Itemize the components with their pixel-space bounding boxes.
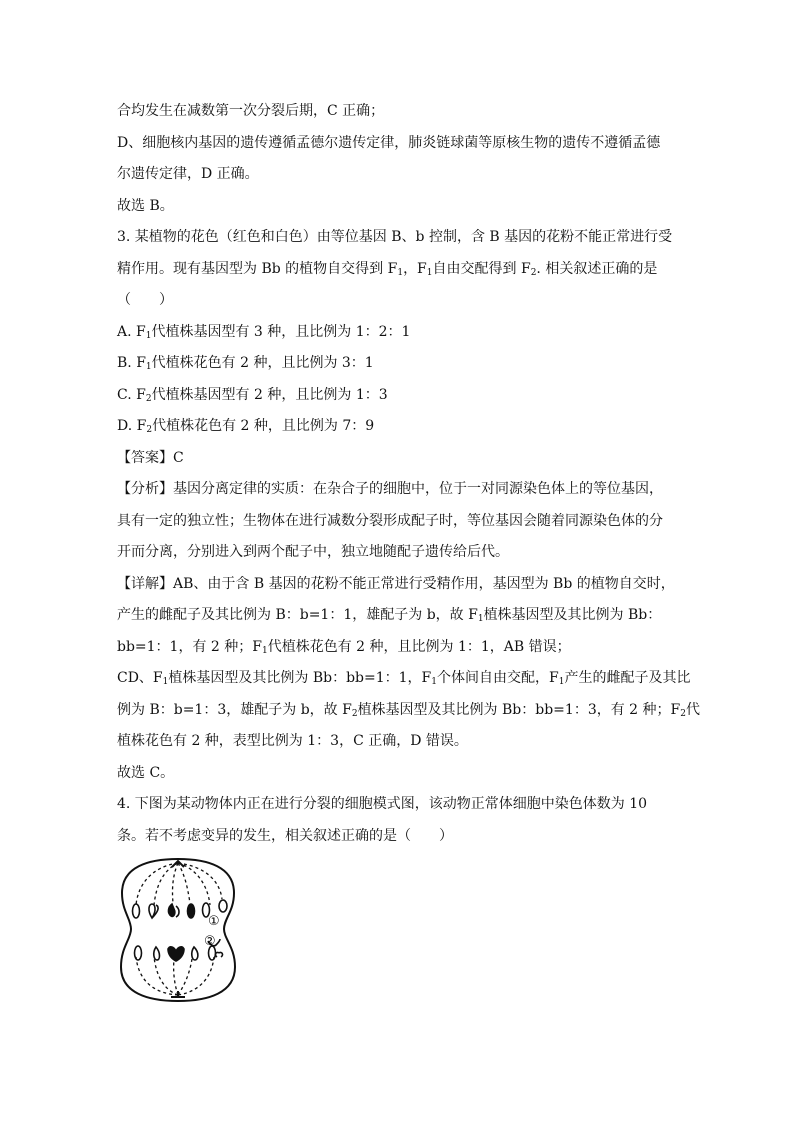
text-span: 开而分离，分别进入到两个配子中，独立地随配子遗传给后代。 [117, 544, 509, 560]
question-4-stem [117, 794, 647, 814]
text-span: 【分析】基因分离定律的实质：在杂合子的细胞中，位于一对同源染色体上的等位基因， [117, 481, 663, 497]
text-span: bb=1：1，有 2 种；F [117, 639, 262, 655]
subscript: 1 [477, 614, 484, 624]
answer-parentheses [117, 290, 173, 310]
text-span: 自由交配得到 F [432, 261, 531, 277]
subscript: 1 [558, 677, 565, 687]
analysis-line [117, 542, 509, 562]
answer-line [117, 448, 184, 468]
subscript: 2 [145, 394, 152, 404]
text-span: 4. 下图为某动物体内正在进行分裂的细胞模式图，该动物正常体细胞中染色体数为 10 [117, 796, 648, 812]
text-span: 植株基因型及其比例为 Bb：bb=1：3，有 2 种；F [357, 702, 681, 718]
detail-line [117, 637, 571, 657]
text-span: 代植株基因型有 3 种，且比例为 1：2：1 [151, 324, 411, 340]
text-span: CD、F [117, 670, 163, 686]
detail-line [117, 605, 661, 625]
subscript: 1 [262, 646, 268, 656]
option-b [117, 353, 374, 373]
subscript: 1 [145, 331, 152, 341]
question-3-stem [117, 259, 657, 279]
text-span: 尔遗传定律，D 正确。 [117, 166, 259, 182]
spindle-fibers [136, 863, 222, 995]
detail-line [117, 668, 690, 688]
subscript: 1 [431, 677, 438, 687]
option-c [117, 385, 388, 405]
text-span: C. F [117, 387, 146, 403]
text-span: . 相关叙述正确的是 [536, 261, 658, 277]
text-line [117, 164, 259, 184]
subscript: 2 [530, 268, 537, 278]
analysis-line [117, 479, 663, 499]
subscript: 1 [397, 268, 404, 278]
text-line [117, 196, 174, 216]
cell-division-diagram [116, 855, 240, 1005]
question-3-stem [117, 227, 672, 247]
text-span: 故选 C。 [117, 765, 175, 781]
cell-diagram-svg [116, 855, 240, 1005]
subscript: 1 [145, 362, 152, 372]
text-line [117, 763, 174, 783]
text-span: 产生的雌配子及其比 [564, 670, 691, 686]
question-4-stem [117, 826, 453, 846]
text-span: ，F [403, 261, 427, 277]
text-span: B. F [117, 355, 146, 371]
text-span: 具有一定的独立性；生物体在进行减数分裂形成配子时，等位基因会随着同源染色体的分 [117, 513, 663, 529]
cell-membrane [121, 859, 235, 1001]
text-span: 例为 B：b=1：3，雄配子为 b，故 F [117, 702, 352, 718]
text-span: 植株基因型及其比例为 Bb：bb=1：1，F [168, 670, 432, 686]
detail-line [117, 700, 700, 720]
text-span: 植株花色有 2 种，表型比例为 1：3，C 正确，D 错误。 [117, 733, 468, 749]
option-a [117, 322, 410, 342]
text-span: （ ） [117, 292, 173, 308]
text-span: D. F [117, 418, 147, 434]
text-span: D、细胞核内基因的遗传遵循孟德尔遗传定律，肺炎链球菌等原核生物的遗传不遵循孟德 [117, 135, 661, 151]
subscript: 1 [162, 677, 169, 687]
detail-line [117, 731, 468, 751]
text-span: 植株基因型及其比例为 Bb： [483, 607, 662, 623]
text-span: A. F [117, 324, 146, 340]
subscript: 2 [351, 709, 358, 719]
text-span: 合均发生在减数第一次分裂后期，C 正确； [117, 103, 385, 119]
text-span: 代植株花色有 2 种，且比例为 3：1 [151, 355, 374, 371]
text-span: 代植株花色有 2 种，且比例为 7：9 [152, 418, 375, 434]
subscript: 2 [680, 709, 686, 719]
text-span: 精作用。现有基因型为 Bb 的植物自交得到 F [117, 261, 398, 277]
label-1: ① [208, 914, 220, 929]
analysis-line [117, 511, 663, 531]
text-span: 条。若不考虑变异的发生，相关叙述正确的是（ ） [117, 828, 453, 844]
subscript: 2 [146, 425, 153, 435]
subscript: 1 [426, 268, 433, 278]
label-2: ② [204, 934, 216, 949]
text-span: 【详解】AB、由于含 B 基因的花粉不能正常进行受精作用，基因型为 Bb 的植物自交时， [117, 576, 675, 592]
detail-line [117, 574, 675, 594]
text-line [117, 133, 660, 153]
text-span: 代 [686, 702, 700, 718]
text-span: 故选 B。 [117, 198, 174, 214]
text-span: 个体间自由交配，F [437, 670, 559, 686]
text-span: 代植株花色有 2 种，且比例为 1：1，AB 错误； [267, 639, 571, 655]
text-span: 【答案】C [117, 450, 184, 466]
text-span: 3. 某植物的花色（红色和白色）由等位基因 B、b 控制，含 B 基因的花粉不能正常进行受 [117, 229, 673, 245]
option-d [117, 416, 374, 436]
text-line [117, 101, 384, 121]
text-span: 代植株基因型有 2 种，且比例为 1：3 [151, 387, 388, 403]
text-span: 产生的雌配子及其比例为 B：b=1：1，雄配子为 b，故 F [117, 607, 478, 623]
